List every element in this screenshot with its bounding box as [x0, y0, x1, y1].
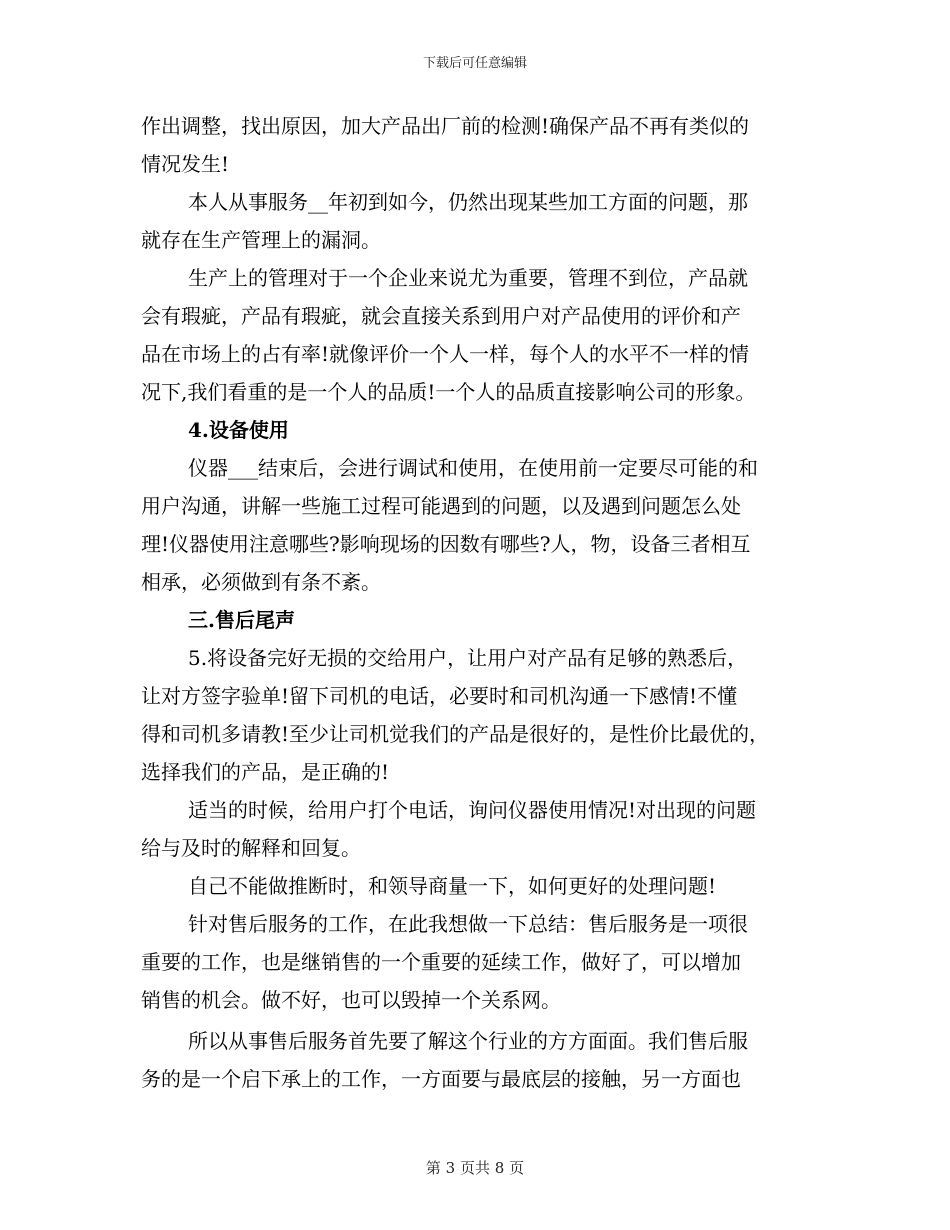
paragraph-line: 自己不能做推断时，和领导商量一下，如何更好的处理问题!: [188, 874, 717, 898]
paragraph-line: 用户沟通，讲解一些施工过程可能遇到的问题，以及遇到问题怎么处: [141, 494, 741, 518]
paragraph-line: 情况发生!: [141, 152, 230, 176]
paragraph-line: 重要的工作，也是继销售的一个重要的延续工作，做好了，可以增加: [141, 950, 741, 974]
section-heading: 4.设备使用: [188, 418, 289, 442]
paragraph-line: 让对方签字验单!留下司机的电话，必要时和司机沟通一下感情!不懂: [141, 684, 738, 708]
paragraph-line: 适当的时候，给用户打个电话，询问仪器使用情况!对出现的问题: [188, 798, 757, 822]
paragraph-line: 给与及时的解释和回复。: [141, 836, 361, 860]
paragraph-line: 5.将设备完好无损的交给用户，让用户对产品有足够的熟悉后，: [188, 646, 748, 670]
page-header: 下载后可任意编辑: [422, 56, 527, 71]
paragraph-line: 生产上的管理对于一个企业来说尤为重要，管理不到位，产品就: [188, 266, 748, 290]
paragraph-line: 本人从事服务__年初到如今，仍然出现某些加工方面的问题，那: [188, 190, 748, 214]
paragraph-line: 所以从事售后服务首先要了解这个行业的方方面面。我们售后服: [188, 1029, 748, 1053]
paragraph-line: 况下,我们看重的是一个人的品质!一个人的品质直接影响公司的形象。: [141, 380, 756, 404]
paragraph-line: 品在市场上的占有率!就像评价一个人一样，每个人的水平不一样的情: [141, 342, 750, 366]
paragraph-line: 会有瑕疵，产品有瑕疵，就会直接关系到用户对产品使用的评价和产: [141, 304, 741, 328]
document-body: [141, 107, 813, 1098]
paragraph-line: 相承，必须做到有条不紊。: [141, 570, 381, 594]
section-heading: 三.售后尾声: [188, 608, 295, 632]
paragraph-line: 针对售后服务的工作，在此我想做一下总结：售后服务是一项很: [188, 912, 748, 936]
page-footer: 第 3 页共 8 页: [425, 1159, 525, 1177]
paragraph-line: 作出调整，找出原因，加大产品出厂前的检测!确保产品不再有类似的: [141, 114, 750, 138]
paragraph-line: 选择我们的产品，是正确的!: [141, 760, 390, 784]
paragraph-line: 仪器___结束后，会进行调试和使用，在使用前一定要尽可能的和: [188, 456, 758, 480]
paragraph-line: 理!仪器使用注意哪些?影响现场的因数有哪些?人，物，设备三者相互: [141, 532, 751, 556]
paragraph-line: 务的是一个启下承上的工作，一方面要与最底层的接触，另一方面也: [141, 1067, 741, 1091]
paragraph-line: 就存在生产管理上的漏洞。: [141, 228, 381, 252]
paragraph-line: 得和司机多请教!至少让司机觉我们的产品是很好的，是性价比最优的，: [141, 722, 770, 746]
paragraph-line: 销售的机会。做不好，也可以毁掉一个关系网。: [141, 988, 561, 1012]
